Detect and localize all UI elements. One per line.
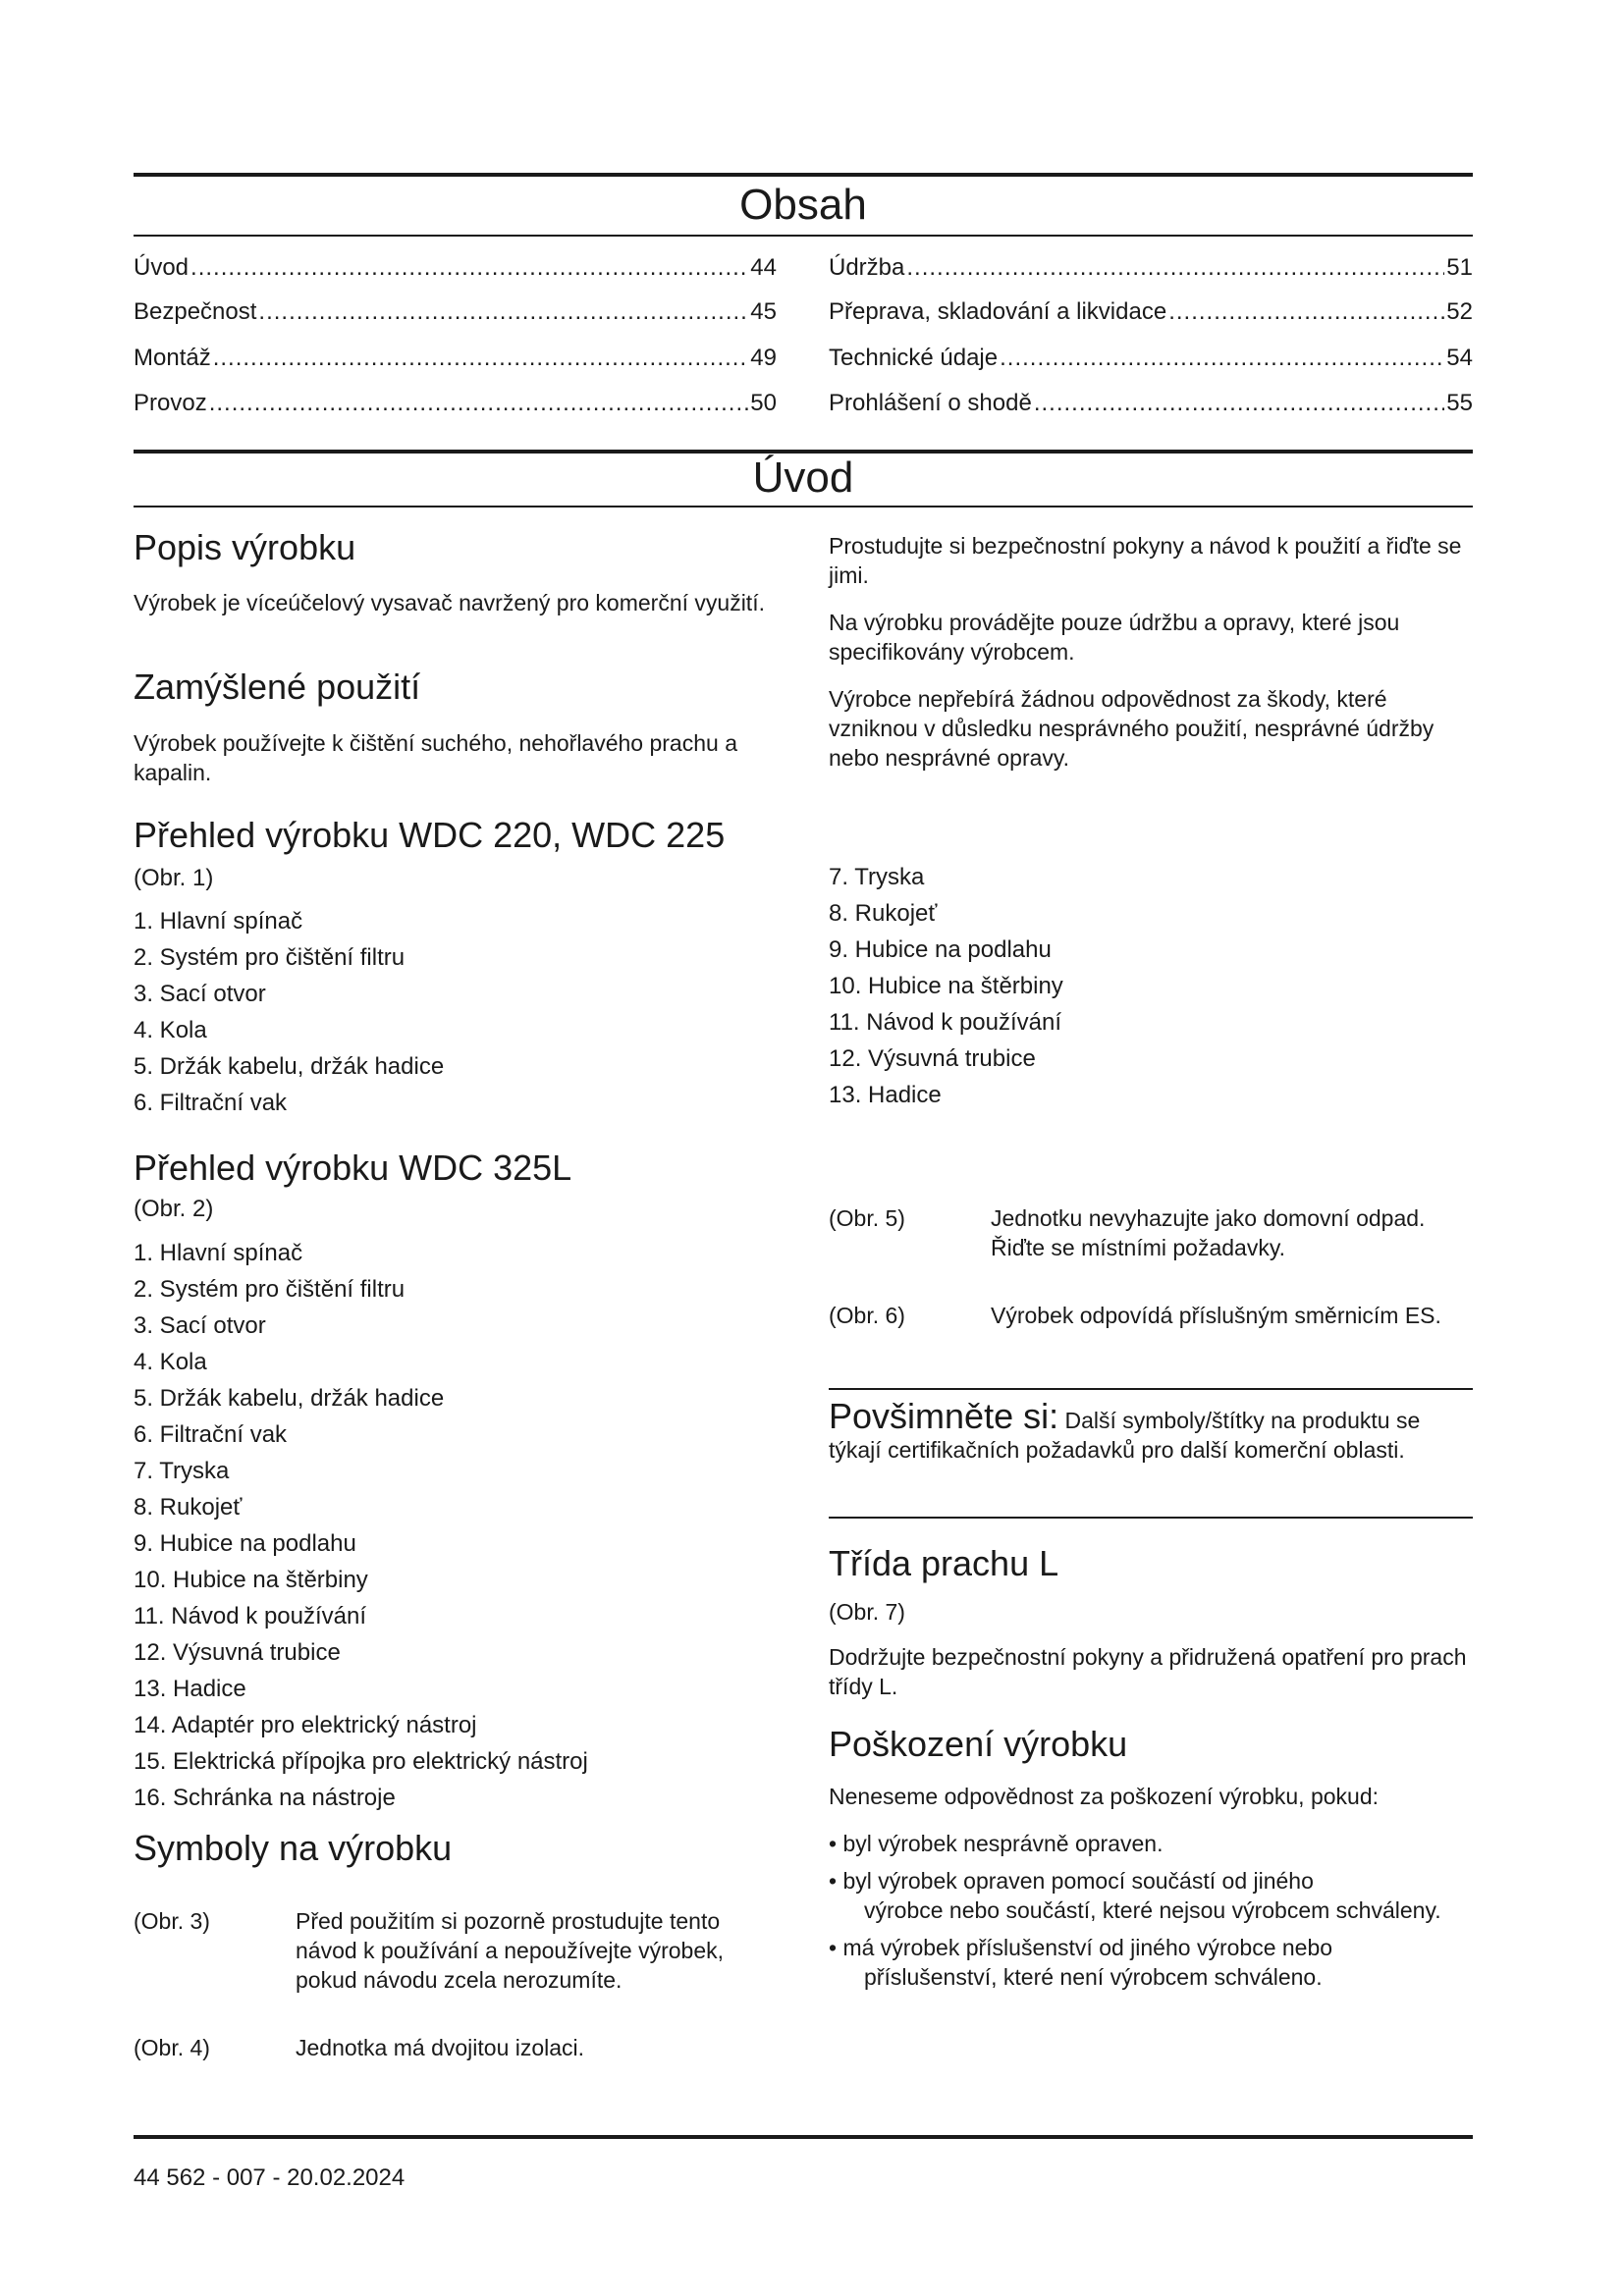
document-code: 44 562 - 007 - 20.02.2024 [134, 2164, 406, 2191]
toc-page: 52 [1446, 298, 1473, 325]
symbol-row-5 [829, 1203, 1473, 1262]
prehled-1-ref: (Obr. 1) [134, 865, 214, 891]
bullet-text: • byl výrobek opraven pomocí součástí od jiného [829, 1868, 1314, 1894]
toc-label: Prohlášení o shodě [829, 390, 1032, 416]
prehled-2-heading: Přehled výrobku WDC 325L [134, 1148, 572, 1188]
toc-label: Přeprava, skladování a likvidace [829, 298, 1167, 325]
list-item: 7. Tryska [829, 864, 925, 890]
intro-paragraph-3: Výrobce nepřebírá žádnou odpovědnost za škody, které vzniknou v důsledku nesprávného použití, nesprávné údržby nebo nesprávné opravy. [829, 686, 1435, 771]
list-item: 1. Hlavní spínač [134, 1240, 303, 1266]
toc-label: Údržba [829, 254, 905, 281]
toc-page: 50 [750, 390, 777, 416]
note-bottom-rule [829, 1517, 1473, 1519]
toc-label: Technické údaje [829, 345, 999, 371]
list-item: 10. Hubice na štěrbiny [829, 973, 1063, 999]
list-item: 2. Systém pro čištění filtru [134, 944, 406, 971]
list-item: 4. Kola [134, 1349, 207, 1375]
list-item: 6. Filtrační vak [134, 1421, 288, 1448]
toc-label: Montáž [134, 345, 211, 371]
symbol-row-4 [134, 2033, 782, 2062]
bullet-item [829, 1933, 1473, 1992]
list-item: 15. Elektrická přípojka pro elektrický nástroj [134, 1748, 588, 1775]
toc-entry-prohlaseni[interactable] [829, 389, 1473, 418]
list-item: 13. Hadice [134, 1676, 246, 1702]
list-item: 6. Filtrační vak [134, 1090, 288, 1116]
toc-page: 44 [750, 254, 777, 281]
list-item: 14. Adaptér pro elektrický nástroj [134, 1712, 477, 1738]
popis-text: Výrobek je víceúčelový vysavač navržený pro komerční využití. [134, 590, 765, 615]
bullet-text: • byl výrobek nesprávně opraven. [829, 1831, 1164, 1856]
toc-entry-udrzba[interactable] [829, 253, 1473, 283]
note [829, 1396, 1473, 1465]
toc-entry-preprava[interactable] [829, 297, 1473, 327]
intro-title: Úvod [752, 454, 854, 502]
trida-heading: Třída prachu L [829, 1543, 1059, 1583]
symbol-ref: (Obr. 6) [829, 1303, 905, 1328]
list-item: 9. Hubice na podlahu [829, 936, 1052, 963]
symbol-text: Jednotku nevyhazujte jako domovní odpad. Řiďte se místními požadavky. [991, 1205, 1426, 1260]
intro-title-rule [134, 506, 1473, 507]
contents-title: Obsah [739, 181, 867, 229]
symbol-text: Jednotka má dvojitou izolaci. [296, 2035, 585, 2060]
list-item: 12. Výsuvná trubice [829, 1045, 1036, 1072]
bullet-continuation: výrobce nebo součástí, které nejsou výrobcem schváleny. [864, 1897, 1441, 1923]
list-item: 16. Schránka na nástroje [134, 1785, 396, 1811]
toc-label: Bezpečnost [134, 298, 257, 325]
list-item: 5. Držák kabelu, držák hadice [134, 1385, 445, 1412]
zamyslene-heading: Zamýšlené použití [134, 667, 421, 707]
list-item: 11. Návod k používání [829, 1009, 1062, 1036]
bullet-text: • má výrobek příslušenství od jiného výrobce nebo [829, 1935, 1333, 1960]
toc-entry-uvod[interactable] [134, 253, 777, 283]
prehled-2-list [134, 1235, 588, 1816]
poskozeni-heading: Poškození výrobku [829, 1724, 1128, 1764]
popis-heading: Popis výrobku [134, 527, 356, 567]
prehled-1-heading: Přehled výrobku WDC 220, WDC 225 [134, 815, 726, 855]
intro-paragraph-2: Na výrobku provádějte pouze údržbu a opravy, které jsou specifikovány výrobcem. [829, 610, 1400, 665]
toc-entry-technicke[interactable] [829, 344, 1473, 373]
toc-entry-bezpecnost[interactable] [134, 297, 777, 327]
toc-entry-provoz[interactable] [134, 389, 777, 418]
list-item: 11. Návod k používání [134, 1603, 367, 1629]
bullet-item [829, 1829, 1473, 1858]
note-label: Povšimněte si: [829, 1396, 1059, 1436]
symbol-ref: (Obr. 4) [134, 2035, 210, 2060]
symbol-text: Před použitím si pozorně prostudujte tento návod k používání a nepoužívejte výrobek, pokud návodu zcela nerozumíte. [296, 1908, 725, 1993]
symboly-heading: Symboly na výrobku [134, 1828, 453, 1868]
list-item: 8. Rukojeť [829, 900, 938, 927]
toc-page: 49 [750, 345, 777, 371]
list-item: 10. Hubice na štěrbiny [134, 1567, 368, 1593]
note-text: Další symboly/štítky na produktu se týkají certifikačních požadavků pro další komerční oblasti. [829, 1408, 1421, 1463]
contents-top-rule [134, 173, 1473, 177]
bullet-item [829, 1866, 1473, 1925]
toc-label: Provoz [134, 390, 207, 416]
symbol-ref: (Obr. 5) [829, 1205, 905, 1231]
toc-page: 45 [750, 298, 777, 325]
poskozeni-bullets [829, 1829, 1473, 2000]
list-item: 5. Držák kabelu, držák hadice [134, 1053, 445, 1080]
contents-title-rule [134, 235, 1473, 237]
prehled-1-list-left [134, 903, 444, 1121]
poskozeni-text: Neneseme odpovědnost za poškození výrobku, pokud: [829, 1784, 1380, 1809]
footer-rule [134, 2135, 1473, 2139]
list-item: 1. Hlavní spínač [134, 908, 303, 934]
toc-label: Úvod [134, 254, 189, 281]
intro-paragraph-1: Prostudujte si bezpečnostní pokyny a návod k použití a řiďte se jimi. [829, 533, 1462, 588]
symbol-text: Výrobek odpovídá příslušným směrnicím ES. [991, 1303, 1441, 1328]
trida-ref: (Obr. 7) [829, 1599, 905, 1625]
list-item: 2. Systém pro čištění filtru [134, 1276, 406, 1303]
list-item: 7. Tryska [134, 1458, 230, 1484]
note-top-rule [829, 1388, 1473, 1390]
toc-page: 51 [1446, 254, 1473, 281]
toc-page: 54 [1446, 345, 1473, 371]
list-item: 3. Sací otvor [134, 1312, 266, 1339]
list-item: 3. Sací otvor [134, 981, 266, 1007]
bullet-continuation: příslušenství, které není výrobcem schváleno. [864, 1964, 1323, 1990]
trida-text: Dodržujte bezpečnostní pokyny a přidružená opatření pro prach třídy L. [829, 1644, 1467, 1699]
symbol-ref: (Obr. 3) [134, 1908, 210, 1934]
prehled-2-ref: (Obr. 2) [134, 1196, 214, 1222]
list-item: 13. Hadice [829, 1082, 942, 1108]
list-item: 9. Hubice na podlahu [134, 1530, 356, 1557]
list-item: 8. Rukojeť [134, 1494, 243, 1521]
list-item: 4. Kola [134, 1017, 207, 1043]
toc-page: 55 [1446, 390, 1473, 416]
zamyslene-text: Výrobek používejte k čištění suchého, nehořlavého prachu a kapalin. [134, 730, 737, 785]
symbol-row-6 [829, 1301, 1473, 1330]
prehled-1-list-right [829, 859, 1063, 1113]
symbol-row-3 [134, 1906, 782, 1995]
list-item: 12. Výsuvná trubice [134, 1639, 341, 1666]
toc-entry-montaz[interactable] [134, 344, 777, 373]
